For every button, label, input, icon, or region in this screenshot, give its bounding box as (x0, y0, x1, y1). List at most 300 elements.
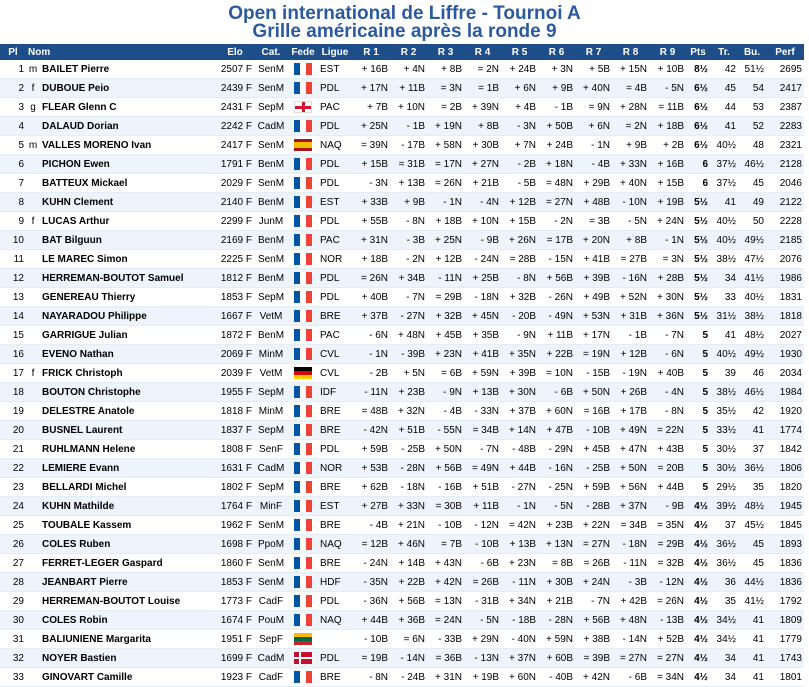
column-header-r1: R 1 (352, 44, 390, 60)
round-9-result: + 10B (649, 60, 686, 79)
round-2-result: - 28N (390, 459, 427, 478)
points-cell: 5 (686, 421, 710, 440)
round-9-result: + 30N (649, 288, 686, 307)
round-1-result: + 16B (352, 60, 390, 79)
round-6-result: + 18N (538, 155, 575, 174)
round-3-result: + 25N (427, 231, 464, 250)
flag-fr-icon (294, 348, 312, 360)
points-cell: 4½ (686, 668, 710, 687)
elo-cell: 1667 F (216, 307, 254, 326)
round-7-result: + 53N (575, 307, 612, 326)
flag-fr-icon (294, 424, 312, 436)
league-cell: PDL (318, 79, 352, 98)
place-cell: 2 (0, 79, 26, 98)
federation-cell (288, 60, 318, 79)
league-cell: BRE (318, 516, 352, 535)
round-6-result: + 9B (538, 79, 575, 98)
federation-cell (288, 117, 318, 136)
round-5-result: + 24B (501, 60, 538, 79)
round-7-result: + 40N (575, 79, 612, 98)
title-cell: f (26, 364, 40, 383)
table-row (0, 307, 804, 326)
league-cell: PDL (318, 649, 352, 668)
flag-fr-icon (294, 405, 312, 417)
round-9-result: = 22N (649, 421, 686, 440)
round-4-result: = 2N (464, 60, 501, 79)
page-subtitle: Grille américaine après la ronde 9 (252, 21, 557, 42)
title-cell: m (26, 60, 40, 79)
performance-cell: 1845 (766, 516, 804, 535)
round-8-result: + 40N (612, 174, 649, 193)
place-cell: 8 (0, 193, 26, 212)
round-1-result: - 36N (352, 592, 390, 611)
column-header-r4: R 4 (464, 44, 501, 60)
round-3-result: - 33B (427, 630, 464, 649)
elo-cell: 2140 F (216, 193, 254, 212)
league-cell: PAC (318, 231, 352, 250)
round-1-result: = 26N (352, 269, 390, 288)
column-header-r3: R 3 (427, 44, 464, 60)
round-7-result: + 50N (575, 383, 612, 402)
category-cell: MinM (254, 402, 288, 421)
title-cell (26, 440, 40, 459)
flag-fr-icon (294, 215, 312, 227)
flag-fr-icon (294, 272, 312, 284)
round-8-result: = 2N (612, 117, 649, 136)
league-cell: CVL (318, 345, 352, 364)
round-2-result: + 4N (390, 60, 427, 79)
player-name: HERREMAN-BOUTOT Louise (40, 592, 216, 611)
round-7-result: + 39B (575, 269, 612, 288)
tiebreak-bu-cell: 47½ (738, 250, 766, 269)
tiebreak-tr-cell: 38½ (710, 383, 738, 402)
league-cell: CVL (318, 364, 352, 383)
table-row (0, 345, 804, 364)
round-8-result: = 27N (612, 649, 649, 668)
league-cell: HDF (318, 573, 352, 592)
tiebreak-tr-cell: 44 (710, 98, 738, 117)
place-cell: 5 (0, 136, 26, 155)
player-name: DALAUD Dorian (40, 117, 216, 136)
tiebreak-tr-cell: 41 (710, 193, 738, 212)
tiebreak-tr-cell: 40½ (710, 345, 738, 364)
tiebreak-tr-cell: 40½ (710, 231, 738, 250)
elo-cell: 1962 F (216, 516, 254, 535)
performance-cell: 2283 (766, 117, 804, 136)
round-6-result: + 24B (538, 136, 575, 155)
round-6-result: - 28N (538, 611, 575, 630)
round-4-result: + 41B (464, 345, 501, 364)
place-cell: 9 (0, 212, 26, 231)
round-1-result: - 11N (352, 383, 390, 402)
round-7-result: = 27N (575, 535, 612, 554)
round-7-result: + 48B (575, 193, 612, 212)
round-2-result: + 5N (390, 364, 427, 383)
place-cell: 30 (0, 611, 26, 630)
round-5-result: - 18B (501, 611, 538, 630)
round-1-result: + 55B (352, 212, 390, 231)
round-6-result: + 60B (538, 649, 575, 668)
tiebreak-bu-cell: 46½ (738, 155, 766, 174)
performance-cell: 1986 (766, 269, 804, 288)
round-2-result: + 21N (390, 516, 427, 535)
round-2-result: + 34B (390, 269, 427, 288)
table-row (0, 630, 804, 649)
title-cell (26, 250, 40, 269)
round-8-result: - 3B (612, 573, 649, 592)
points-cell: 5 (686, 383, 710, 402)
round-7-result: + 49B (575, 288, 612, 307)
round-9-result: + 18B (649, 117, 686, 136)
round-2-result: - 24B (390, 668, 427, 687)
performance-cell: 1984 (766, 383, 804, 402)
column-header-pts: Pts (686, 44, 710, 60)
table-row (0, 136, 804, 155)
tiebreak-bu-cell: 53 (738, 98, 766, 117)
federation-cell (288, 326, 318, 345)
player-name: BAT Bilguun (40, 231, 216, 250)
round-7-result: = 16B (575, 402, 612, 421)
elo-cell: 1764 F (216, 497, 254, 516)
round-2-result: + 48N (390, 326, 427, 345)
round-2-result: + 13B (390, 174, 427, 193)
round-2-result: + 14B (390, 554, 427, 573)
player-name: COLES Robin (40, 611, 216, 630)
round-3-result: + 45B (427, 326, 464, 345)
round-5-result: - 8N (501, 269, 538, 288)
place-cell: 31 (0, 630, 26, 649)
category-cell: SepM (254, 288, 288, 307)
league-cell: PDL (318, 155, 352, 174)
round-5-result: + 7N (501, 136, 538, 155)
round-5-result: - 3N (501, 117, 538, 136)
flag-fr-icon (294, 253, 312, 265)
round-7-result: + 5B (575, 60, 612, 79)
round-4-result: + 45N (464, 307, 501, 326)
federation-cell (288, 459, 318, 478)
tiebreak-tr-cell: 45 (710, 79, 738, 98)
round-8-result: = 27B (612, 250, 649, 269)
round-9-result: + 52B (649, 630, 686, 649)
tiebreak-bu-cell: 45 (738, 535, 766, 554)
round-2-result: = 6N (390, 630, 427, 649)
round-5-result: + 44B (501, 459, 538, 478)
title-cell (26, 155, 40, 174)
elo-cell: 1818 F (216, 402, 254, 421)
round-9-result: - 12N (649, 573, 686, 592)
round-6-result: = 8B (538, 554, 575, 573)
league-cell: NOR (318, 250, 352, 269)
round-3-result: + 18B (427, 212, 464, 231)
round-3-result: = 2B (427, 98, 464, 117)
round-6-result: - 16N (538, 459, 575, 478)
round-6-result: + 47B (538, 421, 575, 440)
category-cell: CadM (254, 117, 288, 136)
league-cell (318, 630, 352, 649)
table-row (0, 155, 804, 174)
category-cell: VetM (254, 364, 288, 383)
points-cell: 5½ (686, 212, 710, 231)
player-name: BUSNEL Laurent (40, 421, 216, 440)
round-3-result: = 17N (427, 155, 464, 174)
player-name: COLES Ruben (40, 535, 216, 554)
flag-fr-icon (294, 557, 312, 569)
round-8-result: = 34B (612, 516, 649, 535)
round-8-result: + 49N (612, 421, 649, 440)
table-row (0, 554, 804, 573)
round-4-result: - 4N (464, 193, 501, 212)
tiebreak-tr-cell: 35½ (710, 402, 738, 421)
table-row (0, 364, 804, 383)
player-name: DELESTRE Anatole (40, 402, 216, 421)
round-6-result: + 50B (538, 117, 575, 136)
title-cell (26, 345, 40, 364)
table-row (0, 60, 804, 79)
title-cell (26, 516, 40, 535)
tiebreak-bu-cell: 45 (738, 174, 766, 193)
tiebreak-bu-cell: 41 (738, 668, 766, 687)
round-6-result: = 17B (538, 231, 575, 250)
round-9-result: + 19B (649, 193, 686, 212)
round-1-result: + 59B (352, 440, 390, 459)
place-cell: 13 (0, 288, 26, 307)
round-9-result: - 6N (649, 345, 686, 364)
round-3-result: = 24N (427, 611, 464, 630)
flag-fr-icon (294, 63, 312, 75)
league-cell: BRE (318, 668, 352, 687)
round-6-result: - 5N (538, 497, 575, 516)
player-name: GINOVART Camille (40, 668, 216, 687)
round-5-result: + 14N (501, 421, 538, 440)
performance-cell: 2128 (766, 155, 804, 174)
round-2-result: + 32N (390, 402, 427, 421)
round-6-result: = 48N (538, 174, 575, 193)
column-header-r2: R 2 (390, 44, 427, 60)
table-row (0, 383, 804, 402)
round-9-result: - 1N (649, 231, 686, 250)
round-5-result: + 26N (501, 231, 538, 250)
elo-cell: 2242 F (216, 117, 254, 136)
round-1-result: + 25N (352, 117, 390, 136)
round-1-result: + 27B (352, 497, 390, 516)
round-2-result: = 31B (390, 155, 427, 174)
round-2-result: + 36B (390, 611, 427, 630)
place-cell: 7 (0, 174, 26, 193)
player-name: LEMIERE Evann (40, 459, 216, 478)
league-cell: PDL (318, 269, 352, 288)
round-9-result: + 24N (649, 212, 686, 231)
tiebreak-bu-cell: 41½ (738, 592, 766, 611)
place-cell: 18 (0, 383, 26, 402)
round-4-result: - 10B (464, 535, 501, 554)
round-8-result: + 17B (612, 402, 649, 421)
round-6-result: - 25N (538, 478, 575, 497)
performance-cell: 1806 (766, 459, 804, 478)
round-3-result: - 55N (427, 421, 464, 440)
points-cell: 5½ (686, 193, 710, 212)
tiebreak-tr-cell: 36½ (710, 535, 738, 554)
round-7-result: + 42N (575, 668, 612, 687)
flag-fr-icon (294, 310, 312, 322)
player-name: TOUBALE Kassem (40, 516, 216, 535)
points-cell: 5½ (686, 307, 710, 326)
points-cell: 5 (686, 440, 710, 459)
elo-cell: 2507 F (216, 60, 254, 79)
round-9-result: + 40B (649, 364, 686, 383)
round-7-result: + 29B (575, 174, 612, 193)
table-row (0, 421, 804, 440)
round-9-result: = 20B (649, 459, 686, 478)
performance-cell: 1809 (766, 611, 804, 630)
tiebreak-tr-cell: 33 (710, 288, 738, 307)
federation-cell (288, 554, 318, 573)
player-name: FLEAR Glenn C (40, 98, 216, 117)
performance-cell: 2321 (766, 136, 804, 155)
title-cell (26, 288, 40, 307)
column-header-pl: Pl (0, 44, 26, 60)
tiebreak-tr-cell: 34½ (710, 611, 738, 630)
player-name: BALIUNIENE Margarita (40, 630, 216, 649)
round-5-result: + 15B (501, 212, 538, 231)
round-9-result: - 9B (649, 497, 686, 516)
title-cell (26, 573, 40, 592)
category-cell: SenM (254, 573, 288, 592)
round-5-result: - 5B (501, 174, 538, 193)
round-8-result: - 11N (612, 554, 649, 573)
round-6-result: + 21B (538, 592, 575, 611)
round-7-result: - 4B (575, 155, 612, 174)
title-cell (26, 269, 40, 288)
federation-cell (288, 668, 318, 687)
tiebreak-tr-cell: 37½ (710, 174, 738, 193)
tiebreak-bu-cell: 42 (738, 402, 766, 421)
round-4-result: - 5N (464, 611, 501, 630)
round-9-result: - 4N (649, 383, 686, 402)
place-cell: 16 (0, 345, 26, 364)
performance-cell: 1779 (766, 630, 804, 649)
league-cell: NAQ (318, 136, 352, 155)
category-cell: SenM (254, 554, 288, 573)
round-4-result: + 25B (464, 269, 501, 288)
tiebreak-tr-cell: 31½ (710, 307, 738, 326)
league-cell: PAC (318, 326, 352, 345)
round-1-result: - 24N (352, 554, 390, 573)
elo-cell: 1631 F (216, 459, 254, 478)
points-cell: 4½ (686, 554, 710, 573)
round-8-result: - 1B (612, 326, 649, 345)
table-row (0, 288, 804, 307)
round-3-result: - 10B (427, 516, 464, 535)
tiebreak-bu-cell: 41½ (738, 269, 766, 288)
round-5-result: + 60N (501, 668, 538, 687)
points-cell: 5 (686, 345, 710, 364)
elo-cell: 2225 F (216, 250, 254, 269)
elo-cell: 1674 F (216, 611, 254, 630)
performance-cell: 2185 (766, 231, 804, 250)
round-5-result: - 2B (501, 155, 538, 174)
place-cell: 19 (0, 402, 26, 421)
performance-cell: 1836 (766, 554, 804, 573)
performance-cell: 1774 (766, 421, 804, 440)
round-8-result: + 42B (612, 592, 649, 611)
round-1-result: + 17N (352, 79, 390, 98)
round-7-result: + 20N (575, 231, 612, 250)
federation-cell (288, 231, 318, 250)
place-cell: 12 (0, 269, 26, 288)
flag-fr-icon (294, 234, 312, 246)
points-cell: 5 (686, 364, 710, 383)
performance-cell: 1818 (766, 307, 804, 326)
performance-cell: 2695 (766, 60, 804, 79)
column-header-elo: Elo (216, 44, 254, 60)
round-6-result: + 60N (538, 402, 575, 421)
flag-fr-icon (294, 462, 312, 474)
title-cell (26, 554, 40, 573)
flag-fr-icon (294, 595, 312, 607)
tiebreak-tr-cell: 39½ (710, 497, 738, 516)
round-4-result: + 35B (464, 326, 501, 345)
round-6-result: + 11B (538, 326, 575, 345)
table-row (0, 402, 804, 421)
round-7-result: + 6N (575, 117, 612, 136)
round-1-result: - 6N (352, 326, 390, 345)
title-cell (26, 459, 40, 478)
category-cell: BenM (254, 269, 288, 288)
round-5-result: - 1N (501, 497, 538, 516)
round-8-result: + 48N (612, 611, 649, 630)
title-cell: f (26, 79, 40, 98)
flag-fr-icon (294, 671, 312, 683)
category-cell: SenM (254, 60, 288, 79)
standings-table (0, 44, 804, 687)
column-header-tr: Tr. (710, 44, 738, 60)
tiebreak-bu-cell: 48½ (738, 326, 766, 345)
player-name: BAILET Pierre (40, 60, 216, 79)
round-3-result: + 19N (427, 117, 464, 136)
round-7-result: + 24N (575, 573, 612, 592)
round-9-result: - 13B (649, 611, 686, 630)
category-cell: SepM (254, 478, 288, 497)
tiebreak-tr-cell: 36½ (710, 554, 738, 573)
place-cell: 10 (0, 231, 26, 250)
flag-fr-icon (294, 158, 312, 170)
tiebreak-tr-cell: 37 (710, 516, 738, 535)
flag-fr-icon (294, 443, 312, 455)
table-row (0, 79, 804, 98)
league-cell: NAQ (318, 535, 352, 554)
title-cell: m (26, 136, 40, 155)
player-name: GARRIGUE Julian (40, 326, 216, 345)
column-header-perf: Perf (766, 44, 804, 60)
elo-cell: 2029 F (216, 174, 254, 193)
title-cell (26, 592, 40, 611)
round-3-result: + 12B (427, 250, 464, 269)
tiebreak-bu-cell: 38½ (738, 307, 766, 326)
round-6-result: + 13N (538, 535, 575, 554)
tiebreak-bu-cell: 49 (738, 193, 766, 212)
federation-cell (288, 307, 318, 326)
round-9-result: = 29B (649, 535, 686, 554)
round-6-result: + 56B (538, 269, 575, 288)
tiebreak-bu-cell: 41 (738, 421, 766, 440)
round-4-result: + 8B (464, 117, 501, 136)
place-cell: 4 (0, 117, 26, 136)
tiebreak-bu-cell: 54 (738, 79, 766, 98)
place-cell: 29 (0, 592, 26, 611)
round-4-result: - 9B (464, 231, 501, 250)
elo-cell: 1860 F (216, 554, 254, 573)
category-cell: SepM (254, 98, 288, 117)
